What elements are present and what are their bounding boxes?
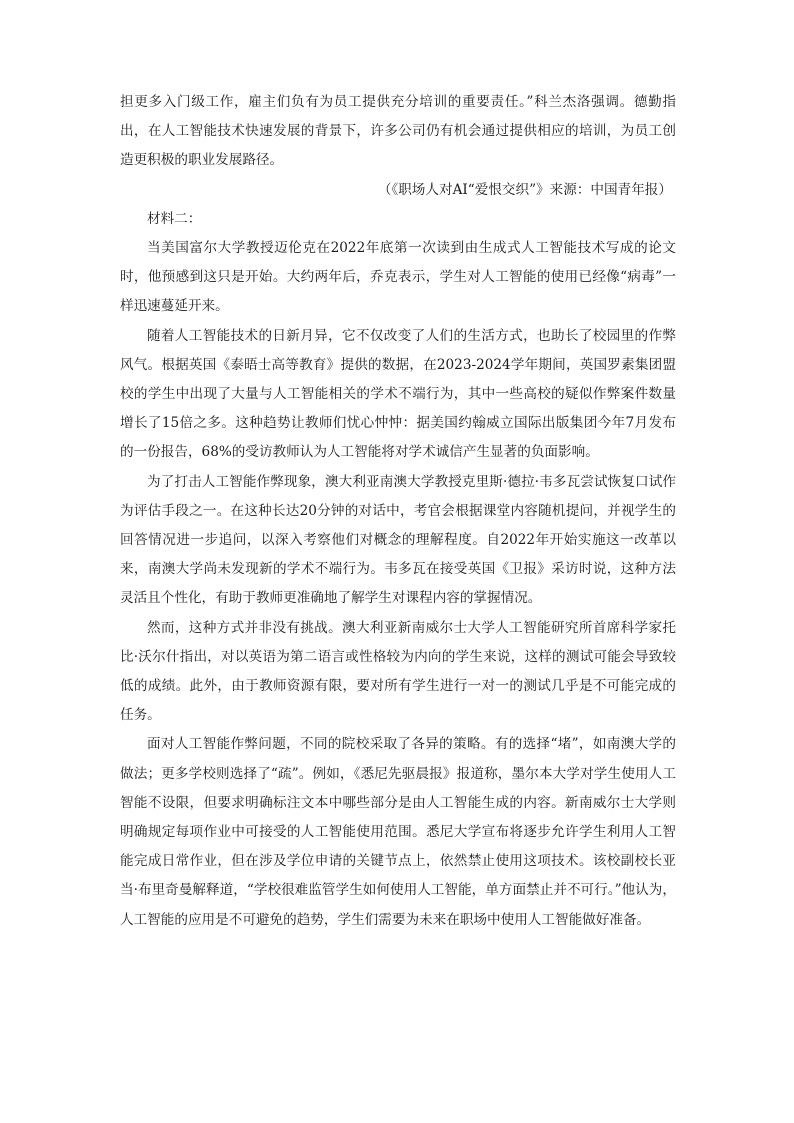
paragraph: 随着人工智能技术的日新月异，它不仅改变了人们的生活方式，也助长了校园里的作弊风气。根据英国《泰晤士高等教育》提供的数据，在2023-2024学年期间，英国罗素集团盟校的学生中出现了大量与人工智能相关的学术不端行为，其中一些高校的疑似作弊案件数量增长了15倍之多。这种趋势让教师们忧心忡忡：据美国约翰威立国际出版集团今年7月发布的一份报告，68%的受访教师认为人工智能将对学术诚信产生显著的负面影响。 xyxy=(120,327,676,461)
paragraph: 当美国富尔大学教授迈伦克在2022年底第一次读到由生成式人工智能技术写成的论文时，他预感到这只是开始。大约两年后，乔克表示，学生对人工智能的使用已经像“病毒”一样迅速蔓延开来。 xyxy=(120,240,676,315)
paragraph: 然而，这种方式并非没有挑战。澳大利亚新南威尔士大学人工智能研究所首席科学家托比·沃尔什指出，对以英语为第二语言或性格较为内向的学生来说，这样的测试可能会导致较低的成绩。此外，由于教师资源有限，要对所有学生进行一对一的测试几乎是不可能完成的任务。 xyxy=(120,619,676,724)
paragraph-continuation: 担更多入门级工作，雇主们负有为员工提供充分培训的重要责任。”科兰杰洛强调。德勤指出，在人工智能技术快速发展的背景下，许多公司仍有机会通过提供相应的培训，为员工创造更积极的职业发展路径。 xyxy=(120,94,676,169)
source-citation: （《职场人对AI“爱恨交织”》来源：中国青年报） xyxy=(377,181,672,198)
document-page xyxy=(120,88,676,935)
material-two-heading: 材料二： xyxy=(147,210,202,227)
paragraph: 为了打击人工智能作弊现象，澳大利亚南澳大学教授克里斯·德拉·韦多瓦尝试恢复口试作为评估手段之一。在这种长达20分钟的对话中，考官会根据课堂内容随机提问，并视学生的回答情况进一步追问，以深入考察他们对概念的理解程度。自2022年开始实施这一改革以来，南澳大学尚未发现新的学术不端行为。韦多瓦在接受英国《卫报》采访时说，这种方法灵活且个性化，有助于教师更准确地了解学生对课程内容的掌握情况。 xyxy=(120,473,676,607)
paragraph: 面对人工智能作弊问题，不同的院校采取了各异的策略。有的选择“堵”，如南澳大学的做法；更多学校则选择了“疏”。例如，《悉尼先驱晨报》报道称，墨尔本大学对学生使用人工智能不设限，但要求明确标注文本中哪些部分是由人工智能生成的内容。新南威尔士大学则明确规定每项作业中可接受的人工智能使用范围。悉尼大学宣布将逐步允许学生利用人工智能完成日常作业，但在涉及学位申请的关键节点上，依然禁止使用这项技术。该校副校长亚当·布里奇曼解释道，“学校很难监管学生如何使用人工智能，单方面禁止并不可行。”他认为，人工智能的应用是不可避免的趋势，学生们需要为未来在职场中使用人工智能做好准备。 xyxy=(120,736,676,928)
